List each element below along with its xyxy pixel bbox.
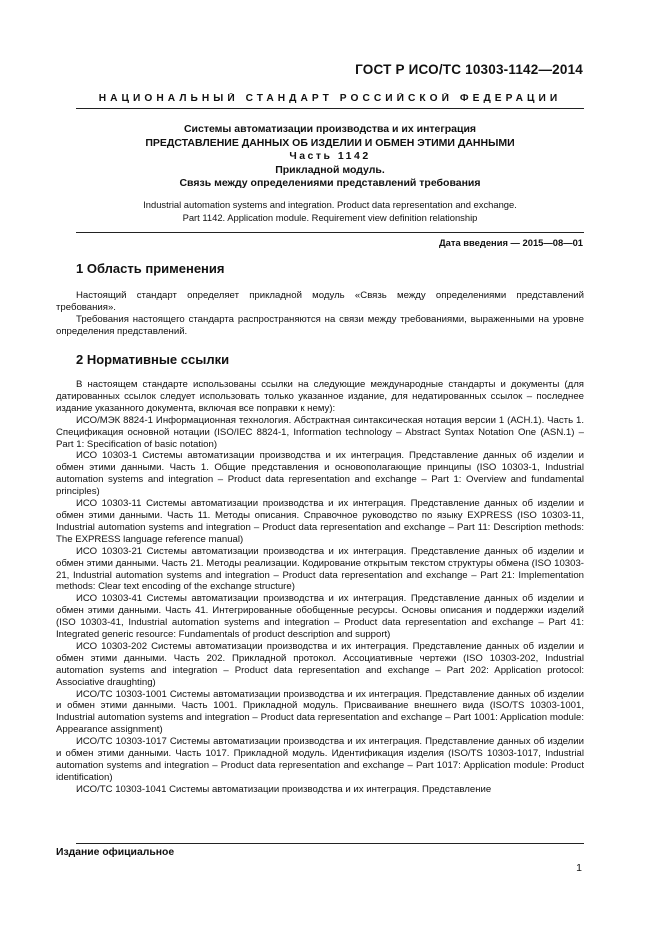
title-name: Связь между определениями представлений требования <box>179 177 481 189</box>
reference-item: ИСО 10303-21 Системы автоматизации производства и их интеграция. Представление данных об изделии и обмен этими данными. Часть 21. Методы реализации. Кодирование открытым текстом структуры обмена (ISO 10303-21, Industrial automation systems and integration – Product data representation and exchange – Part 21: Implementation methods: Clear text encoding of the exchange structure) <box>56 545 584 593</box>
title-subtitle: ПРЕДСТАВЛЕНИЕ ДАННЫХ ОБ ИЗДЕЛИИ И ОБМЕН ЭТИМИ ДАННЫМИ <box>145 136 515 149</box>
reference-item: ИСО/ТС 10303-1041 Системы автоматизации производства и их интеграция. Представление <box>76 783 492 795</box>
page-number: 1 <box>576 862 582 874</box>
section-1-heading: 1 Область применения <box>76 261 225 276</box>
title-module: Прикладной модуль. <box>275 163 385 176</box>
footer-divider <box>76 843 584 844</box>
title-series: Системы автоматизации производства и их интеграция <box>183 123 477 135</box>
section-2-body <box>56 379 584 796</box>
national-standard-banner: НАЦИОНАЛЬНЫЙ СТАНДАРТ РОССИЙСКОЙ ФЕДЕРАЦИИ <box>98 93 562 104</box>
paragraph: В настоящем стандарте использованы ссылки на следующие международные стандарты и документы (для датированных ссылок следует использовать только указанное издание, для недатированных ссылок – последнее издание указанного документа, включая все поправки к нему): <box>56 379 584 414</box>
title-block <box>76 123 584 191</box>
introduction-date: Дата введения — 2015—08—01 <box>438 237 583 248</box>
english-title-line-2: Part 1142. Application module. Requirement view definition relationship <box>182 212 478 223</box>
reference-item: ИСО 10303-11 Системы автоматизации производства и их интеграция. Представление данных об изделии и обмен этими данными. Часть 11. Методы описания. Справочное руководство по языку EXPRESS (ISO 10303-11, Industrial automation systems and integration – Product data representation and exchange – Part 11: Description methods: The EXPRESS language reference manual) <box>56 498 584 545</box>
paragraph: Настоящий стандарт определяет прикладной модуль «Связь между определениями представлений требования». <box>56 290 584 313</box>
reference-item: ИСО/ТС 10303-1017 Системы автоматизации производства и их интеграция. Представление данных об изделии и обмен этими данными. Часть 1017. Прикладной модуль. Идентификация изделия (ISO/TS 10303-1017, Industrial automation systems and integration – Product data representation and exchange – Part 1017: Application module: Product identification) <box>56 736 584 783</box>
reference-item: ИСО/МЭК 8824-1 Информационная технология. Абстрактная синтаксическая нотация версии 1 (АСН.1). Часть 1. Спецификация основной нотации (ISO/IEC 8824-1, Information technology – Abstract Syntax Notation One (ASN.1) – Part 1: Specification of basic notation) <box>56 414 584 450</box>
title-divider <box>76 232 584 233</box>
english-title-line-1: Industrial automation systems and integration. Product data representation and exchange. <box>143 199 517 210</box>
official-publication-note: Издание официальное <box>56 847 175 858</box>
section-2-heading: 2 Нормативные ссылки <box>76 352 230 367</box>
reference-item: ИСО/ТС 10303-1001 Системы автоматизации производства и их интеграция. Представление данных об изделии и обмен этими данными. Часть 1001. Прикладной модуль. Присваивание внешнего вида (ISO/TS 10303-1001, Industrial automation systems and integration – Product data representation and exchange – Part 1001: Application module: Appearance assignment) <box>56 688 584 736</box>
reference-item: ИСО 10303-1 Системы автоматизации производства и их интеграция. Представление данных об изделии и обмен этими данными. Часть 1. Общие представления и основополагающие принципы (ISO 10303-1, Industrial automation systems and integration – Product data representation and exchange – Part 1: Overview and fundamental principles) <box>56 450 584 498</box>
english-title <box>76 198 584 224</box>
reference-item: ИСО 10303-41 Системы автоматизации производства и их интеграция. Представление данных об изделии и обмен этими данными. Часть 41. Интегрированные обобщенные ресурсы. Основы описания и поддержки изделий (ISO 10303-41, Industrial automation systems and integration – Product data representation and exchange – Part 41: Integrated generic resource: Fundamentals of product description and support) <box>56 593 584 641</box>
reference-item: ИСО 10303-202 Системы автоматизации производства и их интеграция. Представление данных об изделии и обмен этими данными. Часть 202. Прикладной протокол. Ассоциативные чертежи (ISO 10303-202, Industrial automation systems and integration – Product data representation and exchange – Part 202: Application protocol: Associative draughting) <box>56 640 584 688</box>
section-1-body <box>56 290 584 338</box>
header-divider <box>76 108 584 109</box>
title-part: Часть 1142 <box>289 150 371 162</box>
standard-code: ГОСТ Р ИСО/ТС 10303-1142—2014 <box>355 62 583 77</box>
paragraph: Требования настоящего стандарта распространяются на связи между требованиями, выраженными на уровне определения представлений. <box>56 313 584 337</box>
